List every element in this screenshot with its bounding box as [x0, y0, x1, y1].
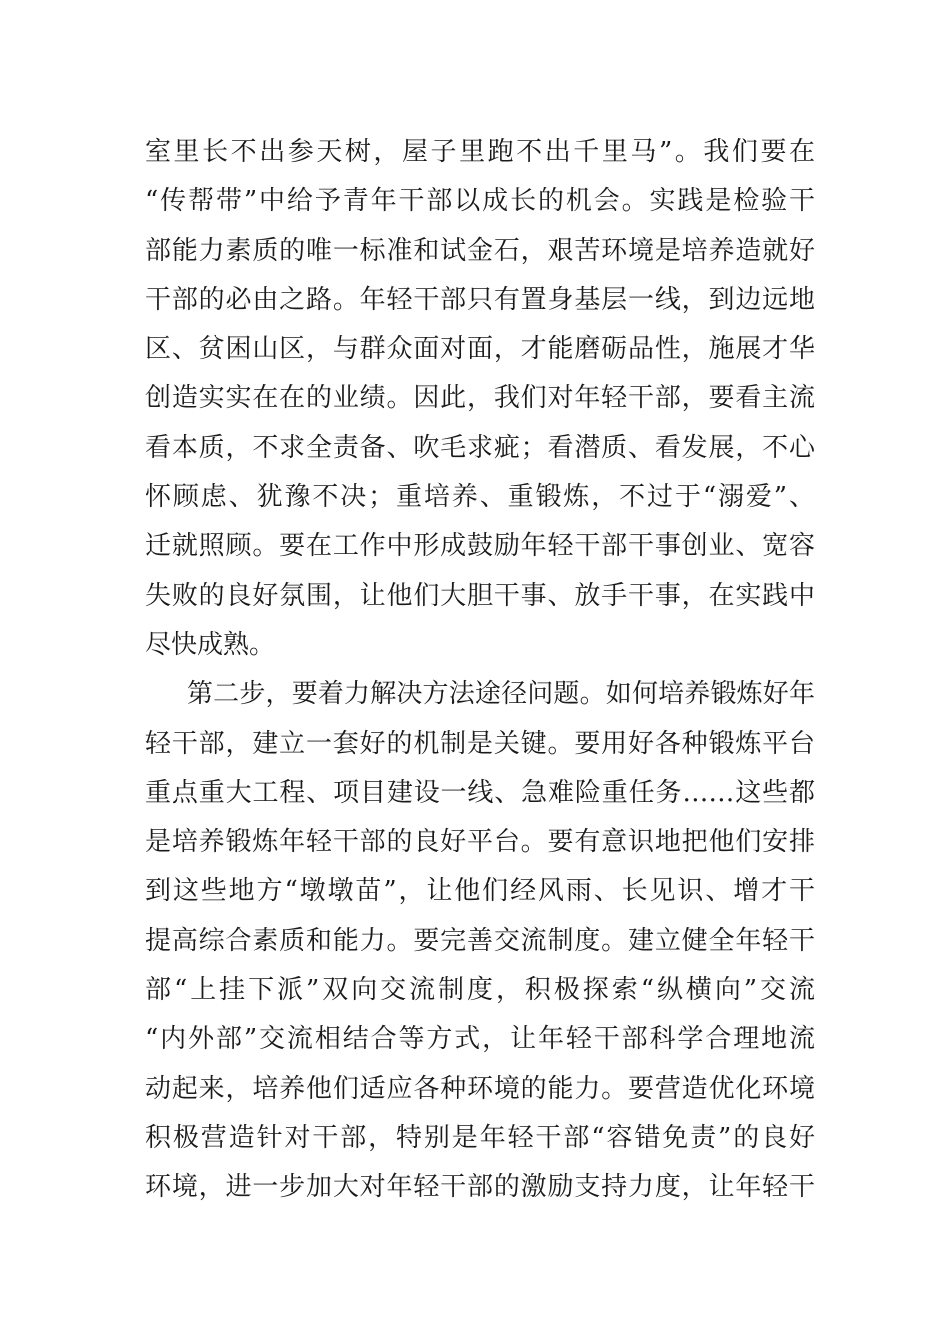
text-line: 区、贫困山区，与群众面对面，才能磨砺品性，施展才华 — [145, 334, 815, 365]
paragraph-2 — [145, 670, 815, 1212]
text-line: 到这些地方“墩墩苗”，让他们经风雨、长见识、增才干 — [145, 876, 815, 907]
text-line: 环境，进一步加大对年轻干部的激励支持力度，让年轻干 — [145, 1172, 815, 1203]
paragraph-1 — [145, 128, 815, 670]
text-line: 动起来，培养他们适应各种环境的能力。要营造优化环境 — [145, 1073, 815, 1104]
text-line: “内外部”交流相结合等方式，让年轻干部科学合理地流 — [145, 1024, 815, 1055]
text-line: 轻干部，建立一套好的机制是关键。要用好各种锻炼平台 — [145, 728, 815, 759]
text-line: 怀顾虑、犹豫不决；重培养、重锻炼，不过于“溺爱”、 — [145, 482, 815, 513]
text-line: 部能力素质的唯一标准和试金石，艰苦环境是培养造就好 — [145, 235, 815, 266]
text-line: 积极营造针对干部，特别是年轻干部“容错免责”的良好 — [145, 1122, 815, 1153]
text-line: 失败的良好氛围，让他们大胆干事、放手干事，在实践中 — [145, 580, 815, 611]
text-line: 室里长不出参天树，屋子里跑不出千里马”。我们要在 — [145, 137, 815, 167]
text-line: 提高综合素质和能力。要完善交流制度。建立健全年轻干 — [145, 925, 815, 956]
text-line: 创造实实在在的业绩。因此，我们对年轻干部，要看主流 — [145, 383, 815, 414]
body-text — [145, 128, 815, 1213]
text-line: 部“上挂下派”双向交流制度，积极探索“纵横向”交流 — [145, 975, 815, 1006]
text-line: “传帮带”中给予青年干部以成长的机会。实践是检验干 — [145, 186, 815, 217]
text-line: 看本质，不求全责备、吹毛求疵；看潜质、看发展，不心 — [145, 432, 815, 463]
text-line: 干部的必由之路。年轻干部只有置身基层一线，到边远地 — [145, 284, 815, 315]
text-line-first: 第二步，要着力解决方法途径问题。如何培养锻炼好年 — [187, 679, 815, 710]
text-line: 重点重大工程、项目建设一线、急难险重任务……这些都 — [145, 777, 815, 808]
text-line-last: 尽快成熟。 — [145, 629, 276, 660]
text-line: 迁就照顾。要在工作中形成鼓励年轻干部干事创业、宽容 — [145, 531, 815, 562]
text-line: 是培养锻炼年轻干部的良好平台。要有意识地把他们安排 — [145, 827, 815, 858]
